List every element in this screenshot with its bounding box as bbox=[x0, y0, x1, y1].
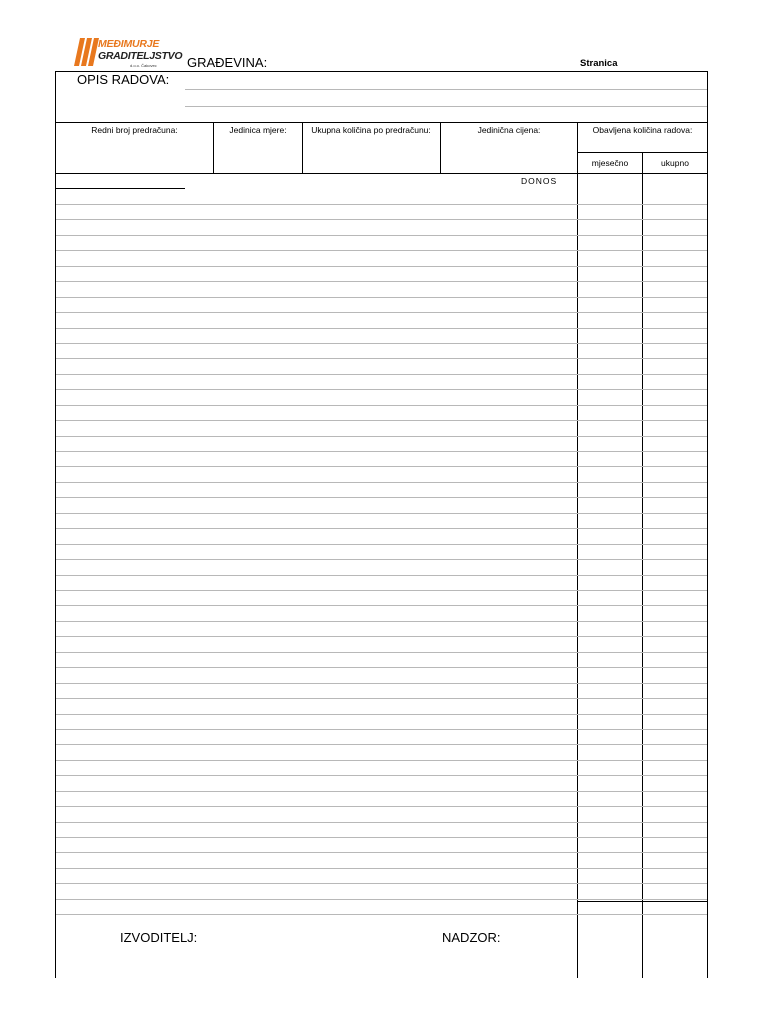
donos-underline bbox=[55, 188, 185, 189]
table-row-line bbox=[56, 358, 707, 359]
table-row-line bbox=[56, 914, 707, 915]
col-div-5 bbox=[642, 152, 643, 978]
col-obavljena: Obavljena količina radova: bbox=[592, 125, 693, 135]
table-row-line bbox=[56, 899, 707, 900]
table-row-line bbox=[56, 590, 707, 591]
table-row-line bbox=[56, 883, 707, 884]
table-row-line bbox=[56, 729, 707, 730]
table-header-top bbox=[55, 122, 707, 123]
table-row-line bbox=[56, 806, 707, 807]
opis-radova-label: OPIS RADOVA: bbox=[77, 72, 170, 87]
table-row-line bbox=[56, 575, 707, 576]
table-row-line bbox=[56, 760, 707, 761]
frame-left bbox=[55, 71, 56, 978]
company-logo bbox=[74, 38, 183, 72]
table-row-line bbox=[56, 837, 707, 838]
footer-right-top bbox=[577, 901, 707, 902]
col-div-2 bbox=[302, 122, 303, 173]
col-ukupno: ukupno bbox=[661, 158, 689, 168]
nadzor-label: NADZOR: bbox=[442, 930, 501, 945]
col-jedinicna-cijena: Jedinična cijena: bbox=[477, 125, 541, 135]
table-row-line bbox=[56, 389, 707, 390]
col-mjesecno: mjesečno bbox=[591, 158, 629, 168]
table-row-line bbox=[56, 328, 707, 329]
table-row-line bbox=[56, 343, 707, 344]
table-row-line bbox=[56, 204, 707, 205]
table-row-line bbox=[56, 250, 707, 251]
table-row-line bbox=[56, 451, 707, 452]
table-row-line bbox=[56, 714, 707, 715]
table-row-line bbox=[56, 744, 707, 745]
donos-label: DONOS bbox=[521, 176, 558, 186]
table-row-line bbox=[56, 605, 707, 606]
table-row-line bbox=[56, 436, 707, 437]
table-row-line bbox=[56, 559, 707, 560]
frame-right bbox=[707, 71, 708, 978]
logo-stripes-icon bbox=[74, 38, 100, 66]
logo-line2: GRADITELJSTVO bbox=[98, 50, 183, 62]
table-row-line bbox=[56, 235, 707, 236]
col-ukupna-kolicina: Ukupna količina po predračunu: bbox=[311, 125, 431, 135]
logo-line3: d.o.o. Čakovec bbox=[130, 63, 157, 68]
table-row-line bbox=[56, 219, 707, 220]
table-row-line bbox=[56, 466, 707, 467]
table-row-line bbox=[56, 652, 707, 653]
opis-line-2 bbox=[185, 106, 707, 107]
table-header-bottom bbox=[55, 173, 707, 174]
table-row-line bbox=[56, 852, 707, 853]
table-row-line bbox=[56, 482, 707, 483]
gradevina-label: GRAĐEVINA: bbox=[187, 55, 268, 70]
table-row-line bbox=[56, 374, 707, 375]
table-row-line bbox=[56, 636, 707, 637]
table-row-line bbox=[56, 775, 707, 776]
table-row-line bbox=[56, 497, 707, 498]
table-row-line bbox=[56, 621, 707, 622]
table-row-line bbox=[56, 513, 707, 514]
table-row-line bbox=[56, 791, 707, 792]
table-row-line bbox=[56, 405, 707, 406]
col-jedinica-mjere: Jedinica mjere: bbox=[229, 125, 287, 135]
izvoditelj-label: IZVODITELJ: bbox=[120, 930, 198, 945]
table-row-line bbox=[56, 312, 707, 313]
table-row-line bbox=[56, 297, 707, 298]
frame-top bbox=[55, 71, 707, 72]
table-row-line bbox=[56, 683, 707, 684]
table-row-line bbox=[56, 698, 707, 699]
table-row-line bbox=[56, 544, 707, 545]
table-row-line bbox=[56, 667, 707, 668]
table-row-line bbox=[56, 822, 707, 823]
table-row-line bbox=[56, 868, 707, 869]
table-row-line bbox=[56, 528, 707, 529]
col-redni-broj: Redni broj predračuna: bbox=[91, 125, 178, 135]
logo-line1: MEĐIMURJE bbox=[98, 38, 160, 50]
opis-line-1 bbox=[185, 89, 707, 90]
table-row-line bbox=[56, 281, 707, 282]
stranica-label: Stranica bbox=[580, 58, 618, 69]
table-row-line bbox=[56, 266, 707, 267]
table-row-line bbox=[56, 420, 707, 421]
